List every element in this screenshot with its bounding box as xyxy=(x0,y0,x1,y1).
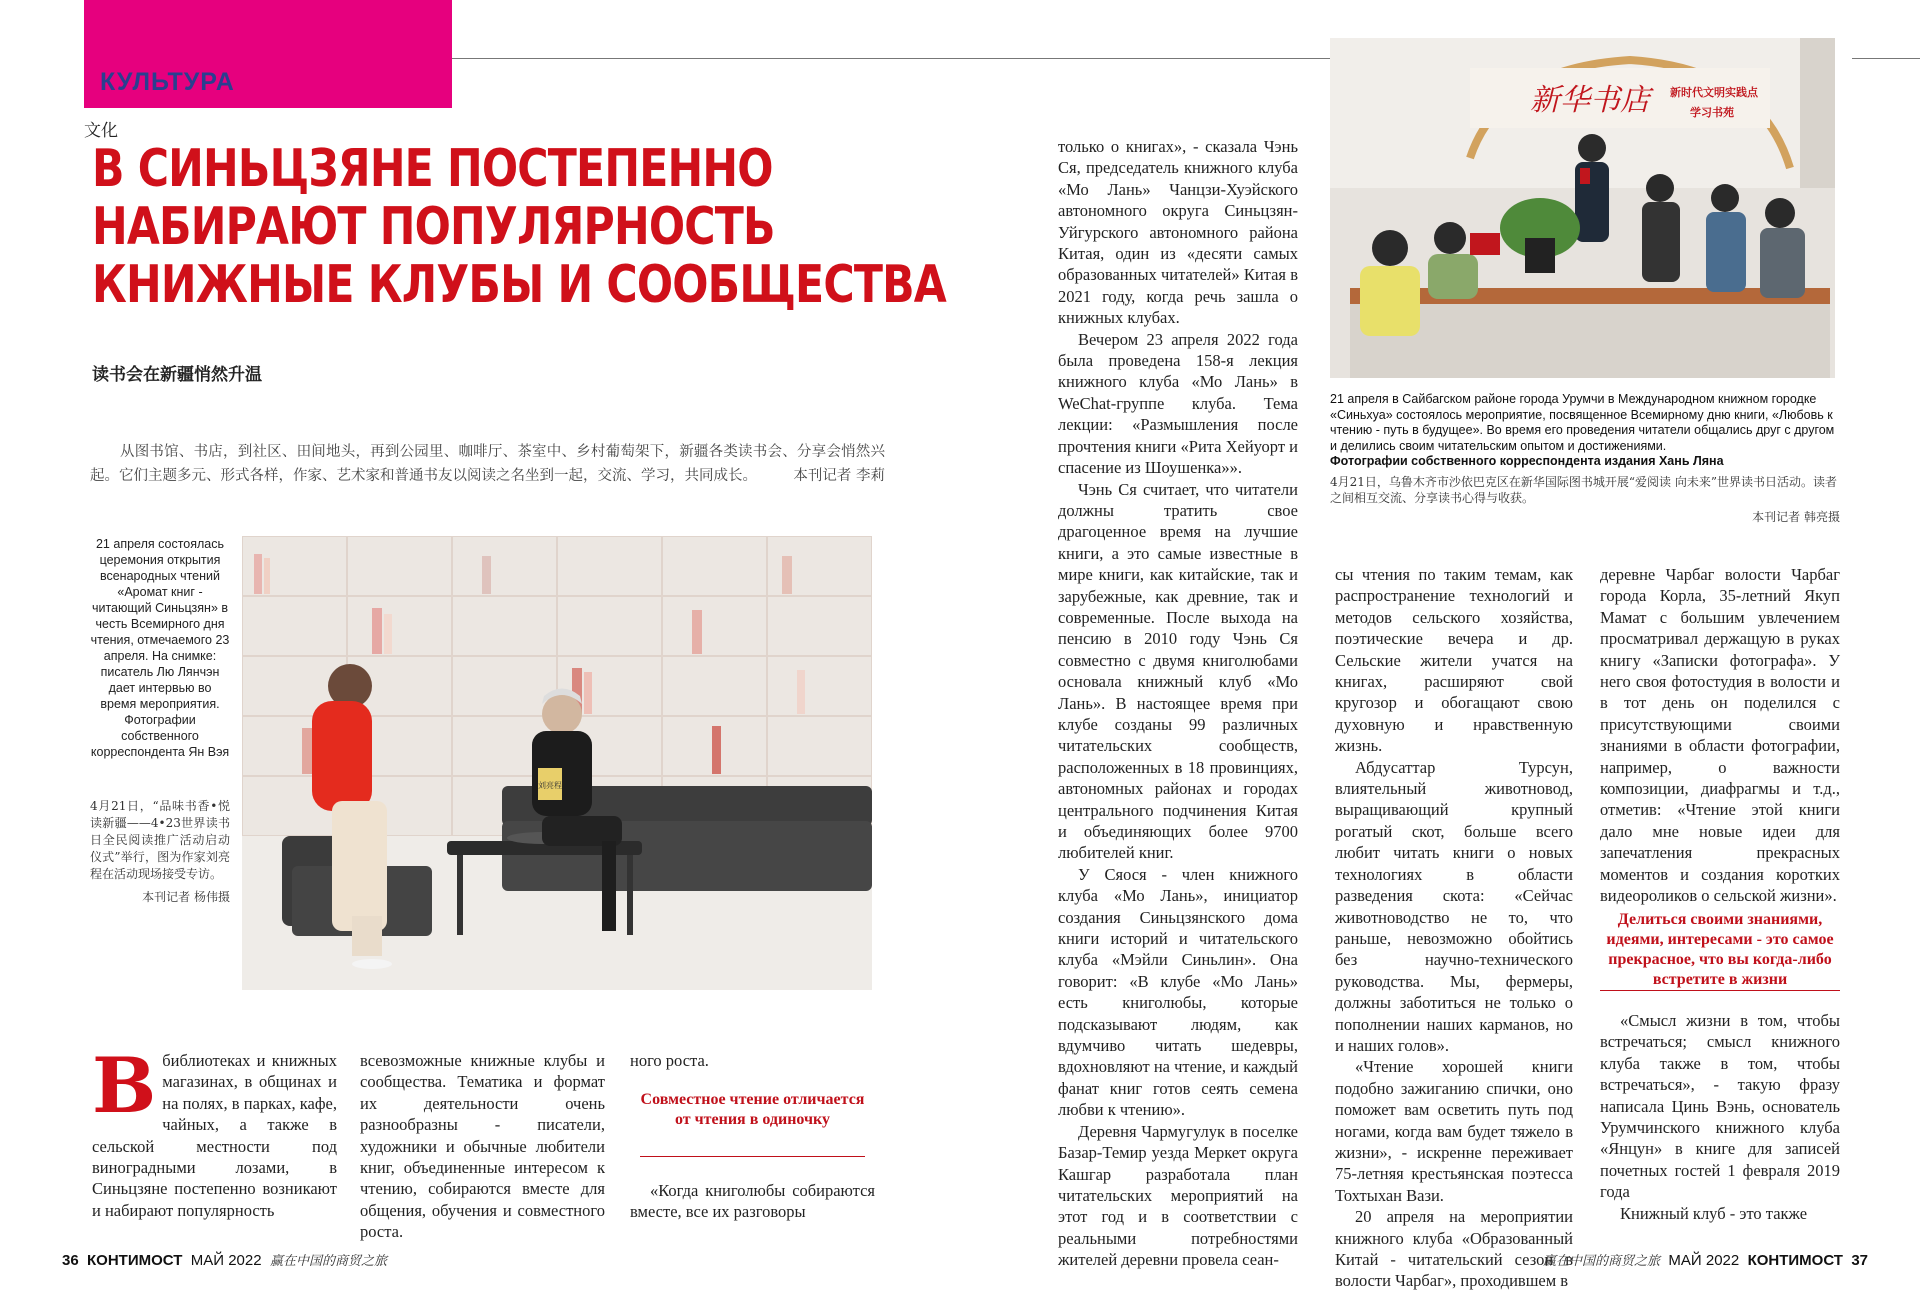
footer-left xyxy=(62,1250,387,1269)
body-text: «Смысл жизни в том, чтобы встречаться; смысл книжного клуба также в том, чтобы встречаться», - такую фразу написала Цинь Вэнь, основатель Урумчинского книжного клуба «Янцун» в книге для записей почетных гостей 1 февраля 2019 года xyxy=(1600,1011,1840,1202)
body-text: сы чтения по таким темам, как распространение технологий и методов сельского хозяйства, поэтические вечера и др. Сельские жители учатся на книгах, расширяют свой кругозор и обогащают свою духовную и нравственную жизнь. xyxy=(1335,565,1573,756)
body-column-2 xyxy=(360,1050,605,1243)
headline xyxy=(92,139,946,315)
body-text: Деревня Чармугулук в поселке Базар-Темир уезда Меркет округа Кашгар разработала план читательских мероприятий на этот год и в соответствии с реальными потребностями жителей деревни провела сеан- xyxy=(1058,1121,1298,1270)
body-text: «Чтение хорошей книги подобно зажиганию спички, оно поможет вам осветить путь под ногами, когда вам будет тяжело в жизни», - искренне переживает 75-летняя крестьянская поэтесса Тохтыхан Вази. xyxy=(1335,1057,1573,1205)
body-text: ного роста. xyxy=(630,1051,709,1070)
body-column-1 xyxy=(92,1041,337,1221)
body-text: Вечером 23 апреля 2022 года была проведена 158-я лекция книжного клуба «Мо Лань» в WeChat-группе клуба. Тема лекции: «Размышления после прочтения книги «Рита Хейуорт и спасение из Шоушенка»». xyxy=(1058,329,1298,478)
photo-reading-club xyxy=(1330,38,1835,378)
page-number-left: 36 xyxy=(62,1252,79,1269)
body-column-3-bottom xyxy=(630,1180,875,1223)
body-text: У Сяося - член книжного клуба «Мо Лань», инициатор создания Синьцзянского дома книги историй и читательского клуба «Мэйли Синьлин». Она говорит: «В клубе «Мо Лань» есть книголюбы, которые подсказывают людям, как вдумчиво читать шедевры, вдохновляют на чтение, и каждый фанат книг готов сеять семена любви к чтению». xyxy=(1058,864,1298,1120)
section-label: КУЛЬТУРА xyxy=(100,68,235,96)
footer-cn-right: 赢在中国的商贸之旅 xyxy=(1543,1254,1661,1269)
headline-line-3: КНИЖНЫЕ КЛУБЫ И СООБЩЕСТВА xyxy=(92,255,946,315)
body-text: 20 апреля на мероприятии книжного клуба «Образованный Китай - читательский сезон в волости Чарбаг», проходившем в xyxy=(1335,1207,1573,1291)
caption-right-cn: 4月21日，乌鲁木齐市沙依巴克区在新华国际图书城开展“爱阅读 向未来”世界读书日活动。读者之间相互交流、分享读书心得与收获。 xyxy=(1330,475,1837,505)
caption-right-credit-ru: Фотографии собственного корреспондента издания Хань Ляна xyxy=(1330,454,1724,468)
top-rule xyxy=(452,58,1340,59)
headline-line-2: НАБИРАЮТ ПОПУЛЯРНОСТЬ xyxy=(92,197,775,257)
caption-right-credit: 本刊记者 韩亮摄 xyxy=(1752,510,1840,524)
footer-issue-right: МАЙ 2022 xyxy=(1668,1252,1740,1269)
body-text: Книжный клуб - это также xyxy=(1620,1203,1808,1223)
section-label-cn: 文化 xyxy=(84,121,118,141)
body-column-5 xyxy=(1335,564,1573,1292)
headline-line-1: В СИНЬЦЗЯНЕ ПОСТЕПЕННО xyxy=(92,139,773,199)
photo-interview xyxy=(242,536,872,990)
pullquote-left: Совместное чтение отличается от чтения в одиночку xyxy=(640,1091,865,1128)
body-text: Абдусаттар Турсун, влиятельный животновод, выращивающий крупный рогатый скот, больше всего любит читать книги о новых технологиях в области разведения скота: «Сейчас животноводство не то, что раньше, невозможно обойтись без научно-технического руководства. Мы, фермеры, должны заботиться не только о пополнении наших карманов, но и наших голов». xyxy=(1335,757,1573,1055)
body-column-6 xyxy=(1600,564,1840,907)
page-number-right: 37 xyxy=(1851,1252,1868,1269)
photo-sign-main: 新华书店 xyxy=(1530,83,1650,118)
photo-book-label: 刘亮程 xyxy=(538,781,562,790)
top-rule-right xyxy=(1852,58,1920,59)
body-text: всевозможные книжные клубы и сообщества. Тематика и формат их деятельности очень разнообразны - писатели, художники и обычные любители книг, объединенные интересом к чтению, собираются вместе для общения, обучения и совместного роста. xyxy=(360,1051,605,1242)
pullquote-right: Делиться своими знаниями, идеями, интересами - это самое прекрасное, что вы когда-либо встретите в жизни xyxy=(1606,911,1834,988)
pullquote-rule xyxy=(640,1156,865,1157)
intro-cn xyxy=(90,440,885,488)
caption-right xyxy=(1330,392,1840,470)
pullquote-rule xyxy=(1600,990,1840,991)
photo-sign-side2: 学习书苑 xyxy=(1690,106,1734,119)
drop-cap: В xyxy=(92,1041,157,1130)
caption-left-cn: 4月21日，“品味书香•悦读新疆——4•23世界读书日全民阅读推广活动启动仪式”举行，图为作家刘亮程在活动现场接受专访。 xyxy=(90,799,230,881)
body-text: только о книгах», - сказала Чэнь Ся, председатель книжного клуба «Мо Лань» Чанцзи-Хуэйского автономного округа Синьцзян-Уйгурского автономного района Китая, один из «десяти самых образованных читателей» Китая в 2021 году, когда речь зашла о книжных клубах. xyxy=(1058,137,1298,328)
body-text: библиотеках и книжных магазинах, в общинах и на полях, в парках, кафе, чайных, а также в сельской местности под виноградными лозами, в Синьцзяне постепенно возникают и набирают популярность xyxy=(92,1051,337,1220)
body-column-3 xyxy=(630,1050,875,1071)
headline-cn: 读书会在新疆悄然升温 xyxy=(92,365,262,385)
body-column-6-bottom xyxy=(1600,1010,1840,1224)
body-text: деревне Чарбаг волости Чарбаг города Корла, 35-летний Якуп Мамат с большим увлечением просматривал держащую в руках книгу «Записки фотографа». У него своя фотостудия в волости и в тот день он поделился с присутствующими своими знаниями в области фотографии, например, о важности композиции, диафрагмы и т.д., отметив: «Чтение этой книги дало мне новые идеи для запечатления прекрасных моментов и создания коротких видеороликов о сельской жизни». xyxy=(1600,565,1840,906)
intro-cn-credit: 本刊记者 李莉 xyxy=(793,468,885,484)
body-text: «Когда книголюбы собираются вместе, все их разговоры xyxy=(630,1181,875,1222)
body-text: Чэнь Ся считает, что читатели должны тратить свое драгоценное время на лучшие книги, а это самые известные в мире книги, как китайские, так и зарубежные, как древние, так и современные. После выхода на пенсию в 2010 году Чэнь Ся совместно с двумя книголюбами основала книжный клуб «Мо Лань». В настоящее время при клубе созданы 99 различных читательских сообществ, расположенных в 18 провинциях, автономных районах и городах центрального подчинения Китая и объединяющих более 9700 любителей книг. xyxy=(1058,479,1298,863)
caption-left: 21 апреля состоялась церемония открытия всенародных чтений «Аромат книг - читающий Синьцзян» в честь Всемирного дня чтения, отмечаемого 23 апреля. На снимке: писатель Лю Лянчэн дает интервью во время мероприятия. Фотографии собственного корреспондента Ян Вэя xyxy=(90,537,230,759)
caption-right-text: 21 апреля в Сайбагском районе города Урумчи в Международном книжном городке «Синьхуа» состоялось мероприятие, посвященное Всемирному дню книги, «Любовь к чтению - путь в будущее». Во время его проведения читатели общались друг с другом и делились своим читательским опытом и достижениями. xyxy=(1330,392,1835,453)
footer-brand-left: КОНТИМОСТ xyxy=(87,1252,183,1269)
footer-cn-left: 赢在中国的商贸之旅 xyxy=(269,1254,387,1269)
footer-issue-left: МАЙ 2022 xyxy=(190,1252,262,1269)
footer-brand-right: КОНТИМОСТ xyxy=(1747,1252,1843,1269)
photo-sign-side1: 新时代文明实践点 xyxy=(1670,86,1758,99)
intro-cn-text: 从图书馆、书店，到社区、田间地头，再到公园里、咖啡厅、茶室中、乡村葡萄架下，新疆各类读书会、分享会悄然兴起。它们主题多元、形式各样，作家、艺术家和普通书友以阅读之名坐到一起，交流、学习，共同成长。 xyxy=(90,444,885,484)
body-column-4 xyxy=(1058,136,1298,1271)
footer-right xyxy=(1543,1250,1868,1269)
caption-left-credit: 本刊记者 杨伟摄 xyxy=(142,890,230,904)
